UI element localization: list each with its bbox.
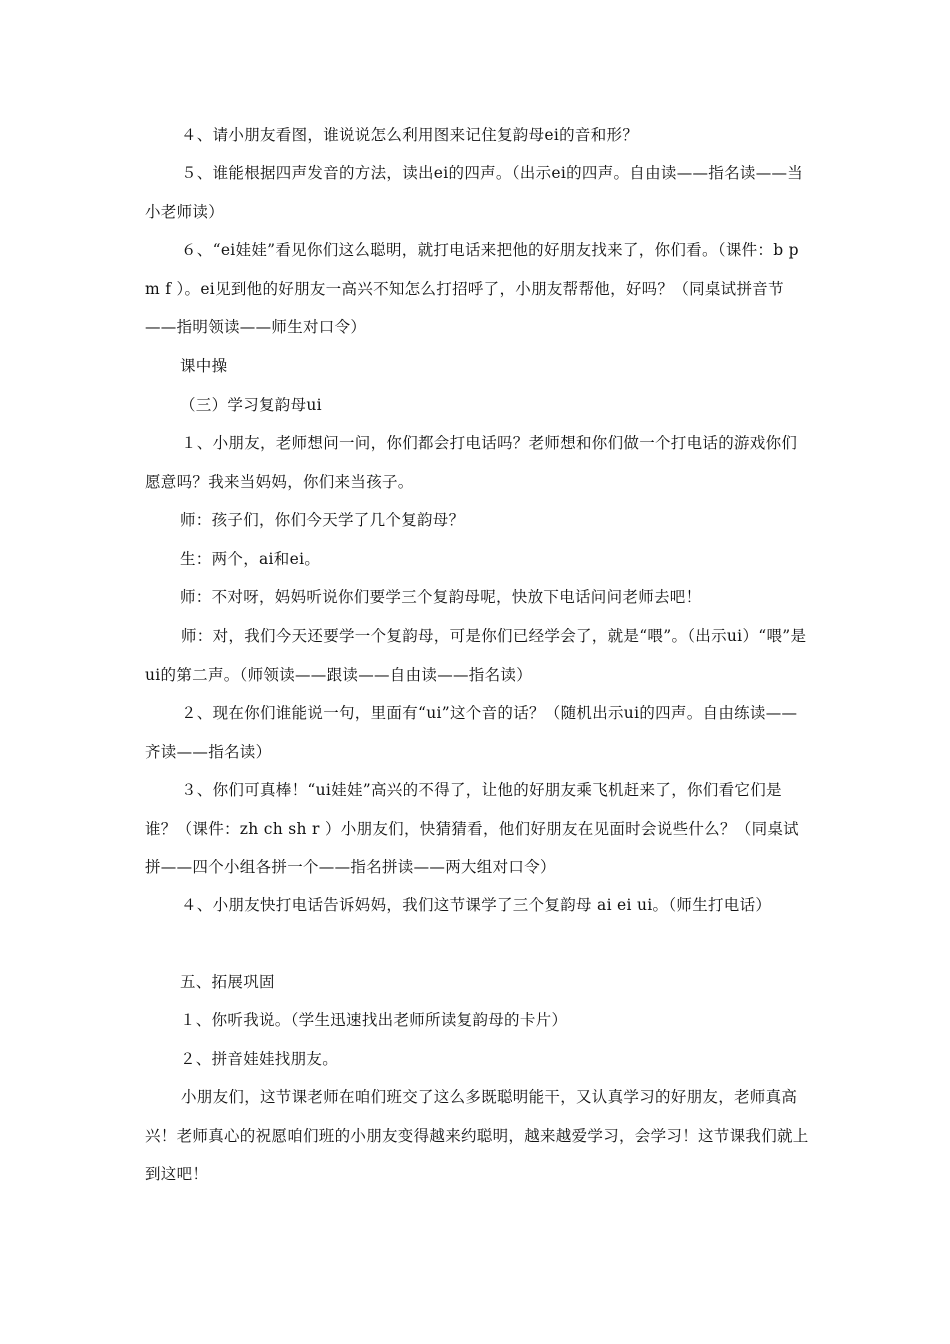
paragraph-phone-game: １、小朋友，老师想问一问，你们都会打电话吗？老师想和你们做一个打电话的游戏你们愿意吗？我来当妈妈，你们来当孩子。 <box>145 434 798 491</box>
paragraph-step3-ui-friends: ３、你们可真棒！“ui娃娃”高兴的不得了，让他的好朋友乘飞机赶来了，你们看它们是谁？（课件：zh ch sh r ）小朋友们，快猜猜看，他们好朋友在见面时会说些什么？（同桌试拼——四个小组各拼一个——指名拼读——两大组对口令） <box>145 781 799 876</box>
paragraph-break-exercise: 课中操 <box>180 357 228 375</box>
paragraph-listen-say: １、你听我说。（学生迅速找出老师所读复韵母的卡片） <box>180 1011 568 1029</box>
paragraph-pinyin-friends: ２、拼音娃娃找朋友。 <box>180 1050 339 1068</box>
paragraph-step6-friends: ６、“ei娃娃”看见你们这么聪明，就打电话来把他的好朋友找来了，你们看。（课件：b p m f ）。ei见到他的好朋友一高兴不知怎么打招呼了，小朋友帮帮他，好吗？（同桌试拼音节——指明领读——师生对口令） <box>145 241 799 336</box>
paragraph-step4-picture: ４、请小朋友看图，谁说说怎么利用图来记住复韵母ei的音和形？ <box>181 126 639 144</box>
paragraph-teacher-ui: 师：对，我们今天还要学一个复韵母，可是你们已经学会了，就是“喂”。（出示ui）“喂”是ui的第二声。（师领读——跟读——自由读——指名读） <box>145 627 807 684</box>
paragraph-step5-tones: ５、谁能根据四声发音的方法，读出ei的四声。（出示ei的四声。自由读——指名读——当小老师读） <box>145 164 804 221</box>
paragraph-closing-remarks: 小朋友们，这节课老师在咱们班交了这么多既聪明能干，又认真学习的好朋友，老师真高兴！老师真心的祝愿咱们班的小朋友变得越来约聪明，越来越爱学习，会学习！这节课我们就上到这吧！ <box>145 1088 809 1183</box>
paragraph-student-answer: 生：两个，ai和ei。 <box>180 550 321 568</box>
paragraph-teacher-reply: 师：不对呀，妈妈听说你们要学三个复韵母呢，快放下电话问问老师去吧！ <box>180 588 702 606</box>
section-heading-extension: 五、拓展巩固 <box>180 973 275 991</box>
paragraph-step4-call-mom: ４、小朋友快打电话告诉妈妈，我们这节课学了三个复韵母 ai ei ui。（师生打电话） <box>181 896 772 914</box>
paragraph-step2-ui-sentence: ２、现在你们谁能说一句，里面有“ui”这个音的话？（随机出示ui的四声。自由练读——齐读——指名读） <box>145 704 798 761</box>
paragraph-teacher-question: 师：孩子们，你们今天学了几个复韵母？ <box>180 511 465 529</box>
section-heading-ui: （三）学习复韵母ui <box>180 396 322 414</box>
